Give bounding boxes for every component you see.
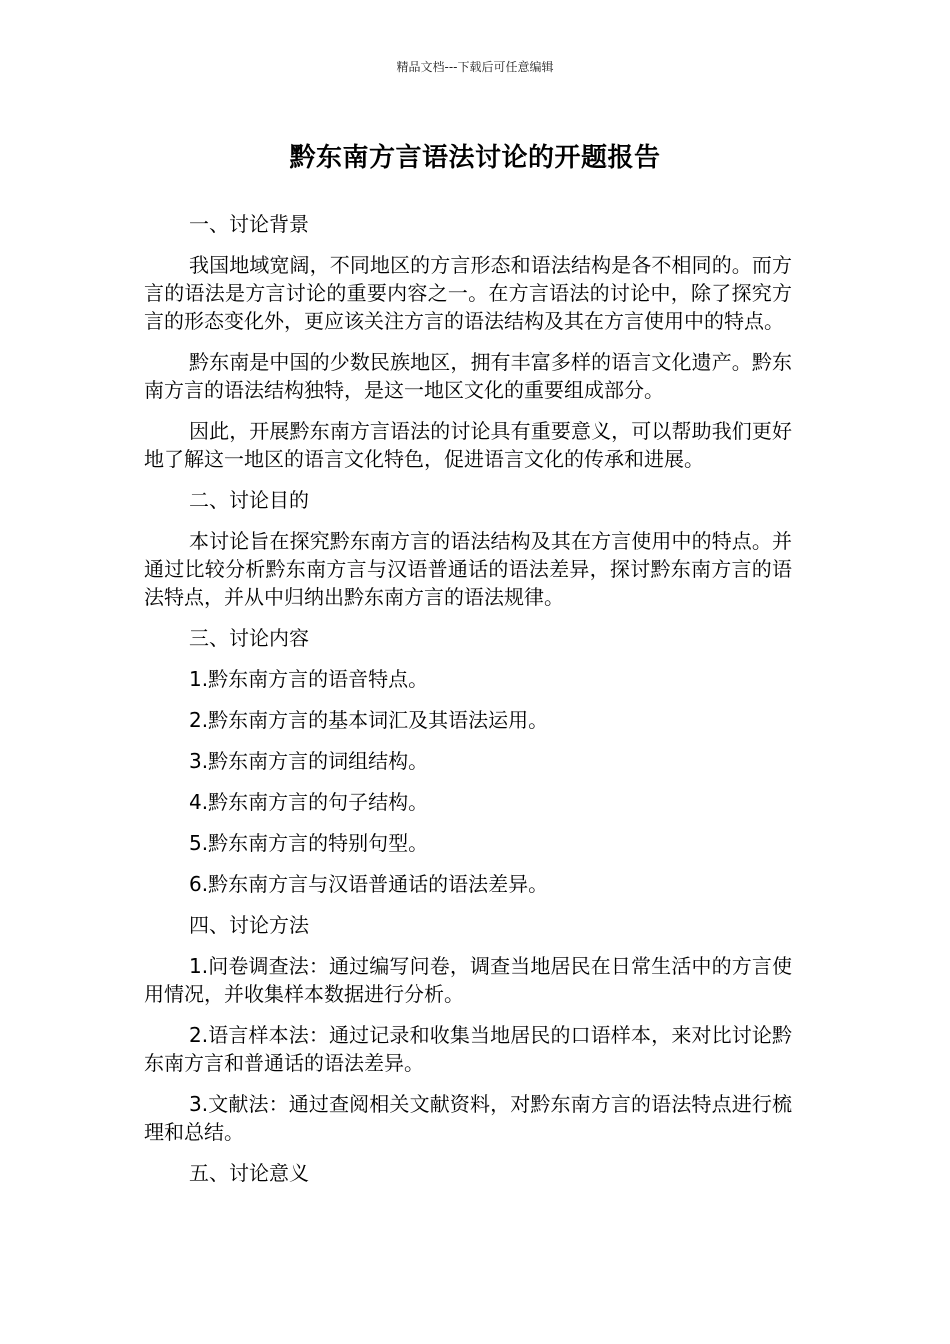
content-list-item: 4.黔东南方言的句子结构。 xyxy=(189,790,429,814)
content-list-item: 3.黔东南方言的词组结构。 xyxy=(189,749,429,773)
document-title: 黔东南方言语法讨论的开题报告 xyxy=(289,143,661,173)
content-list-item: 5.黔东南方言的特别句型。 xyxy=(189,831,429,855)
section-heading-background: 一、讨论背景 xyxy=(189,212,309,236)
section-heading-significance: 五、讨论意义 xyxy=(189,1161,309,1185)
section-heading-content: 三、讨论内容 xyxy=(189,626,309,650)
content-list-item: 6.黔东南方言与汉语普通话的语法差异。 xyxy=(189,872,549,896)
header-note: 精品文档---下载后可任意编辑 xyxy=(396,60,554,74)
background-paragraph-3: 因此，开展黔东南方言语法的讨论具有重要意义，可以帮助我们更好地了解这一地区的语言文化特色，促进语言文化的传承和进展。 xyxy=(144,419,792,471)
section-heading-methods: 四、讨论方法 xyxy=(189,913,309,937)
method-list-item: 1.问卷调查法：通过编写问卷，调查当地居民在日常生活中的方言使用情况，并收集样本数据进行分析。 xyxy=(144,954,792,1006)
method-list-item: 3.文献法：通过查阅相关文献资料，对黔东南方言的语法特点进行梳理和总结。 xyxy=(144,1092,792,1144)
section-heading-purpose: 二、讨论目的 xyxy=(189,488,309,512)
method-list-item: 2.语言样本法：通过记录和收集当地居民的口语样本，来对比讨论黔东南方言和普通话的语法差异。 xyxy=(144,1023,792,1075)
content-list-item: 2.黔东南方言的基本词汇及其语法运用。 xyxy=(189,708,549,732)
background-paragraph-2: 黔东南是中国的少数民族地区，拥有丰富多样的语言文化遗产。黔东南方言的语法结构独特，是这一地区文化的重要组成部分。 xyxy=(144,350,792,402)
document-body xyxy=(144,210,792,1200)
content-list-item: 1.黔东南方言的语音特点。 xyxy=(189,667,429,691)
background-paragraph-1: 我国地域宽阔，不同地区的方言形态和语法结构是各不相同的。而方言的语法是方言讨论的重要内容之一。在方言语法的讨论中，除了探究方言的形态变化外，更应该关注方言的语法结构及其在方言使用中的特点。 xyxy=(144,253,792,333)
purpose-paragraph-1: 本讨论旨在探究黔东南方言的语法结构及其在方言使用中的特点。并通过比较分析黔东南方言与汉语普通话的语法差异，探讨黔东南方言的语法特点，并从中归纳出黔东南方言的语法规律。 xyxy=(144,529,792,609)
